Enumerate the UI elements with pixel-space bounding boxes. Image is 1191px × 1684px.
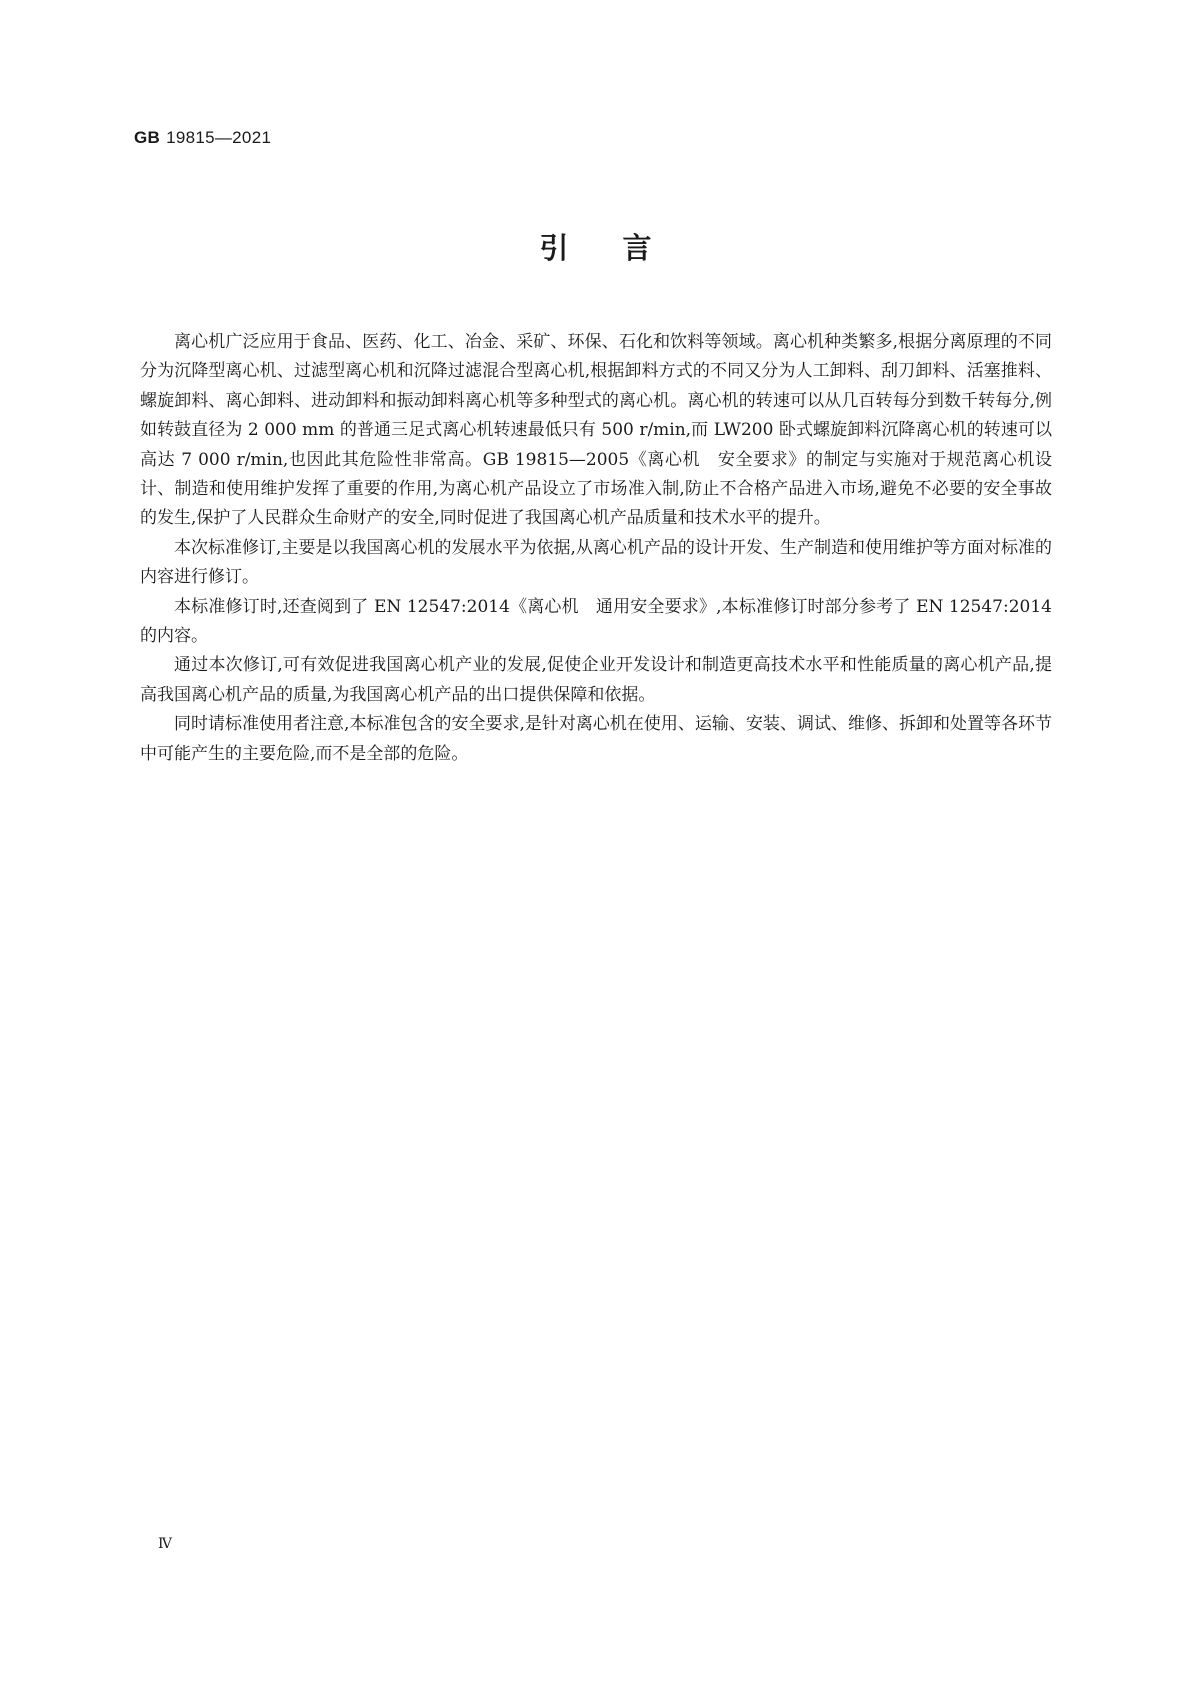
standard-number: 19815—2021 [166,128,272,147]
standard-code-header [134,128,271,148]
standard-prefix: GB [134,128,161,147]
paragraph-4: 通过本次修订,可有效促进我国离心机产业的发展,促使企业开发设计和制造更高技术水平和性能质量的离心机产品,提高我国离心机产品的质量,为我国离心机产品的出口提供保障和依据。 [140,655,1052,705]
page-number: Ⅳ [158,1537,171,1552]
section-title: 引言 [539,231,706,265]
paragraph-1: 离心机广泛应用于食品、医药、化工、冶金、采矿、环保、石化和饮料等领域。离心机种类繁多,根据分离原理的不同分为沉降型离心机、过滤型离心机和沉降过滤混合型离心机,根据卸料方式的不同又分为人工卸料、刮刀卸料、活塞推料、螺旋卸料、离心卸料、进动卸料和振动卸料离心机等多种型式的离心机。离心机的转速可以从几百转每分到数千转每分,例如转鼓直径为 2 000 mm 的普通三足式离心机转速最低只有 500 r/min,而 LW200 卧式螺旋卸料沉降离心机的转速可以高达 7 000 r/min,也因此其危险性非常高。GB 19815—2005《离心机 安全要求》的制定与实施对于规范离心机设计、制造和使用维护发挥了重要的作用,为离心机产品设立了市场准入制,防止不合格产品进入市场,避免不必要的安全事故的发生,保护了人民群众生命财产的安全,同时促进了我国离心机产品质量和技术水平的提升。 [140,332,1052,529]
paragraph-3: 本标准修订时,还查阅到了 EN 12547:2014《离心机 通用安全要求》,本标准修订时部分参考了 EN 12547:2014 的内容。 [140,596,1052,647]
paragraph-5: 同时请标准使用者注意,本标准包含的安全要求,是针对离心机在使用、运输、安装、调试、维修、拆卸和处置等各环节中可能产生的主要危险,而不是全部的危险。 [140,714,1052,764]
body-text [140,328,1052,769]
paragraph-2: 本次标准修订,主要是以我国离心机的发展水平为依据,从离心机产品的设计开发、生产制造和使用维护等方面对标准的内容进行修订。 [140,537,1052,588]
